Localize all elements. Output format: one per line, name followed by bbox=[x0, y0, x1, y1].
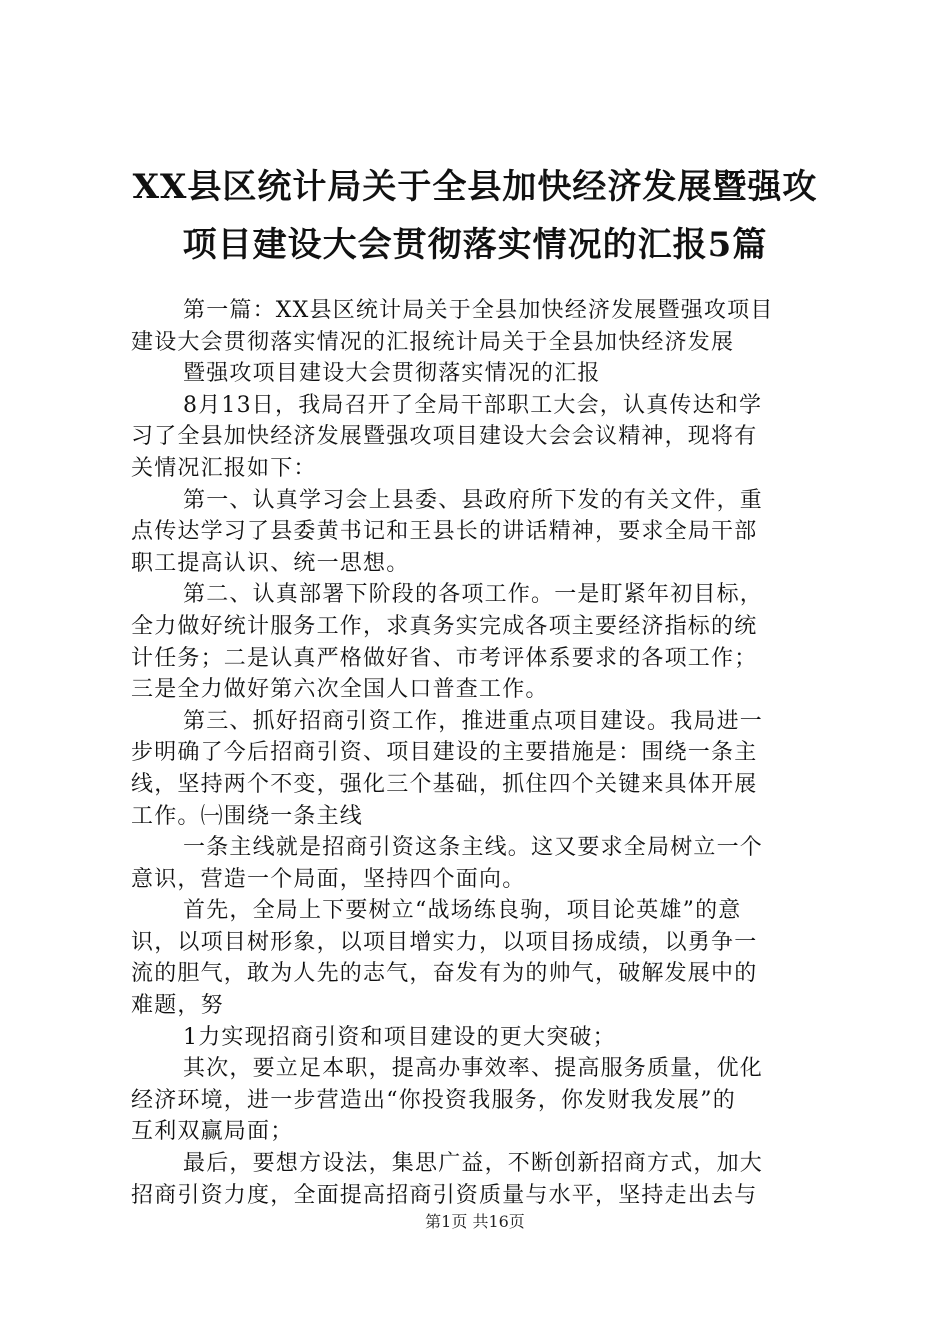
document-title bbox=[110, 158, 840, 274]
body-line: 流的胆气，敢为人先的志气，奋发有为的帅气，破解发展中的 bbox=[131, 961, 758, 987]
body-line: 互利双赢局面； bbox=[131, 1119, 294, 1145]
body-line: 步明确了今后招商引资、项目建设的主要措施是：围绕一条主 bbox=[131, 740, 758, 766]
body-line: 难题，努 bbox=[131, 993, 224, 1019]
body-line: 职工提高认识、统一思想。 bbox=[131, 550, 410, 576]
body-line: 三是全力做好第六次全国人口普查工作。 bbox=[131, 677, 549, 703]
body-line: 其次，要立足本职，提高办事效率、提高服务质量，优化 bbox=[183, 1056, 764, 1082]
body-line: 线，坚持两个不变，强化三个基础，抓住四个关键来具体开展 bbox=[131, 771, 758, 797]
body-line: 首先，全局上下要树立“战场练良驹，项目论英雄”的意 bbox=[183, 898, 742, 924]
body-line: 工作。㈠围绕一条主线 bbox=[131, 803, 364, 829]
body-line: 经济环境，进一步营造出“你投资我服务，你发财我发展”的 bbox=[131, 1087, 736, 1113]
body-line: 暨强攻项目建设大会贯彻落实情况的汇报 bbox=[183, 361, 601, 387]
body-line: 计任务；二是认真严格做好省、市考评体系要求的各项工作； bbox=[131, 645, 758, 671]
title-line-1: XX县区统计局关于全县加快经济发展暨强攻 bbox=[132, 167, 818, 207]
body-line: 识，以项目树形象，以项目增实力，以项目扬成绩，以勇争一 bbox=[131, 929, 758, 955]
body-line: 第一篇：XX县区统计局关于全县加快经济发展暨强攻项目 bbox=[183, 298, 774, 323]
body-line: 招商引资力度，全面提高招商引资质量与水平，坚持走出去与 bbox=[131, 1182, 758, 1208]
body-line: 意识，营造一个局面，坚持四个面向。 bbox=[131, 866, 526, 892]
body-line: 8月13日，我局召开了全局干部职工大会，认真传达和学 bbox=[183, 392, 763, 418]
body-line: 第三、抓好招商引资工作，推进重点项目建设。我局进一 bbox=[183, 708, 764, 734]
page-footer: 第1页 共16页 bbox=[425, 1212, 525, 1231]
body-line: 第二、认真部署下阶段的各项工作。一是盯紧年初目标， bbox=[183, 582, 764, 608]
body-line: 建设大会贯彻落实情况的汇报统计局关于全县加快经济发展 bbox=[131, 329, 735, 355]
body-line: 最后，要想方设法，集思广益，不断创新招商方式，加大 bbox=[183, 1151, 764, 1177]
body-line: 第一、认真学习会上县委、县政府所下发的有关文件，重 bbox=[183, 487, 764, 513]
body-line: 习了全县加快经济发展暨强攻项目建设大会会议精神，现将有 bbox=[131, 424, 758, 450]
body-line: 点传达学习了县委黄书记和王县长的讲话精神，要求全局干部 bbox=[131, 519, 758, 545]
body-line: 一条主线就是招商引资这条主线。这又要求全局树立一个 bbox=[183, 835, 764, 861]
body-line: 关情况汇报如下： bbox=[131, 455, 317, 481]
document-body bbox=[131, 295, 831, 1211]
title-line-2: 项目建设大会贯彻落实情况的汇报5篇 bbox=[182, 225, 768, 265]
body-line: 1力实现招商引资和项目建设的更大突破； bbox=[183, 1024, 616, 1050]
body-line: 全力做好统计服务工作，求真务实完成各项主要经济指标的统 bbox=[131, 613, 758, 639]
